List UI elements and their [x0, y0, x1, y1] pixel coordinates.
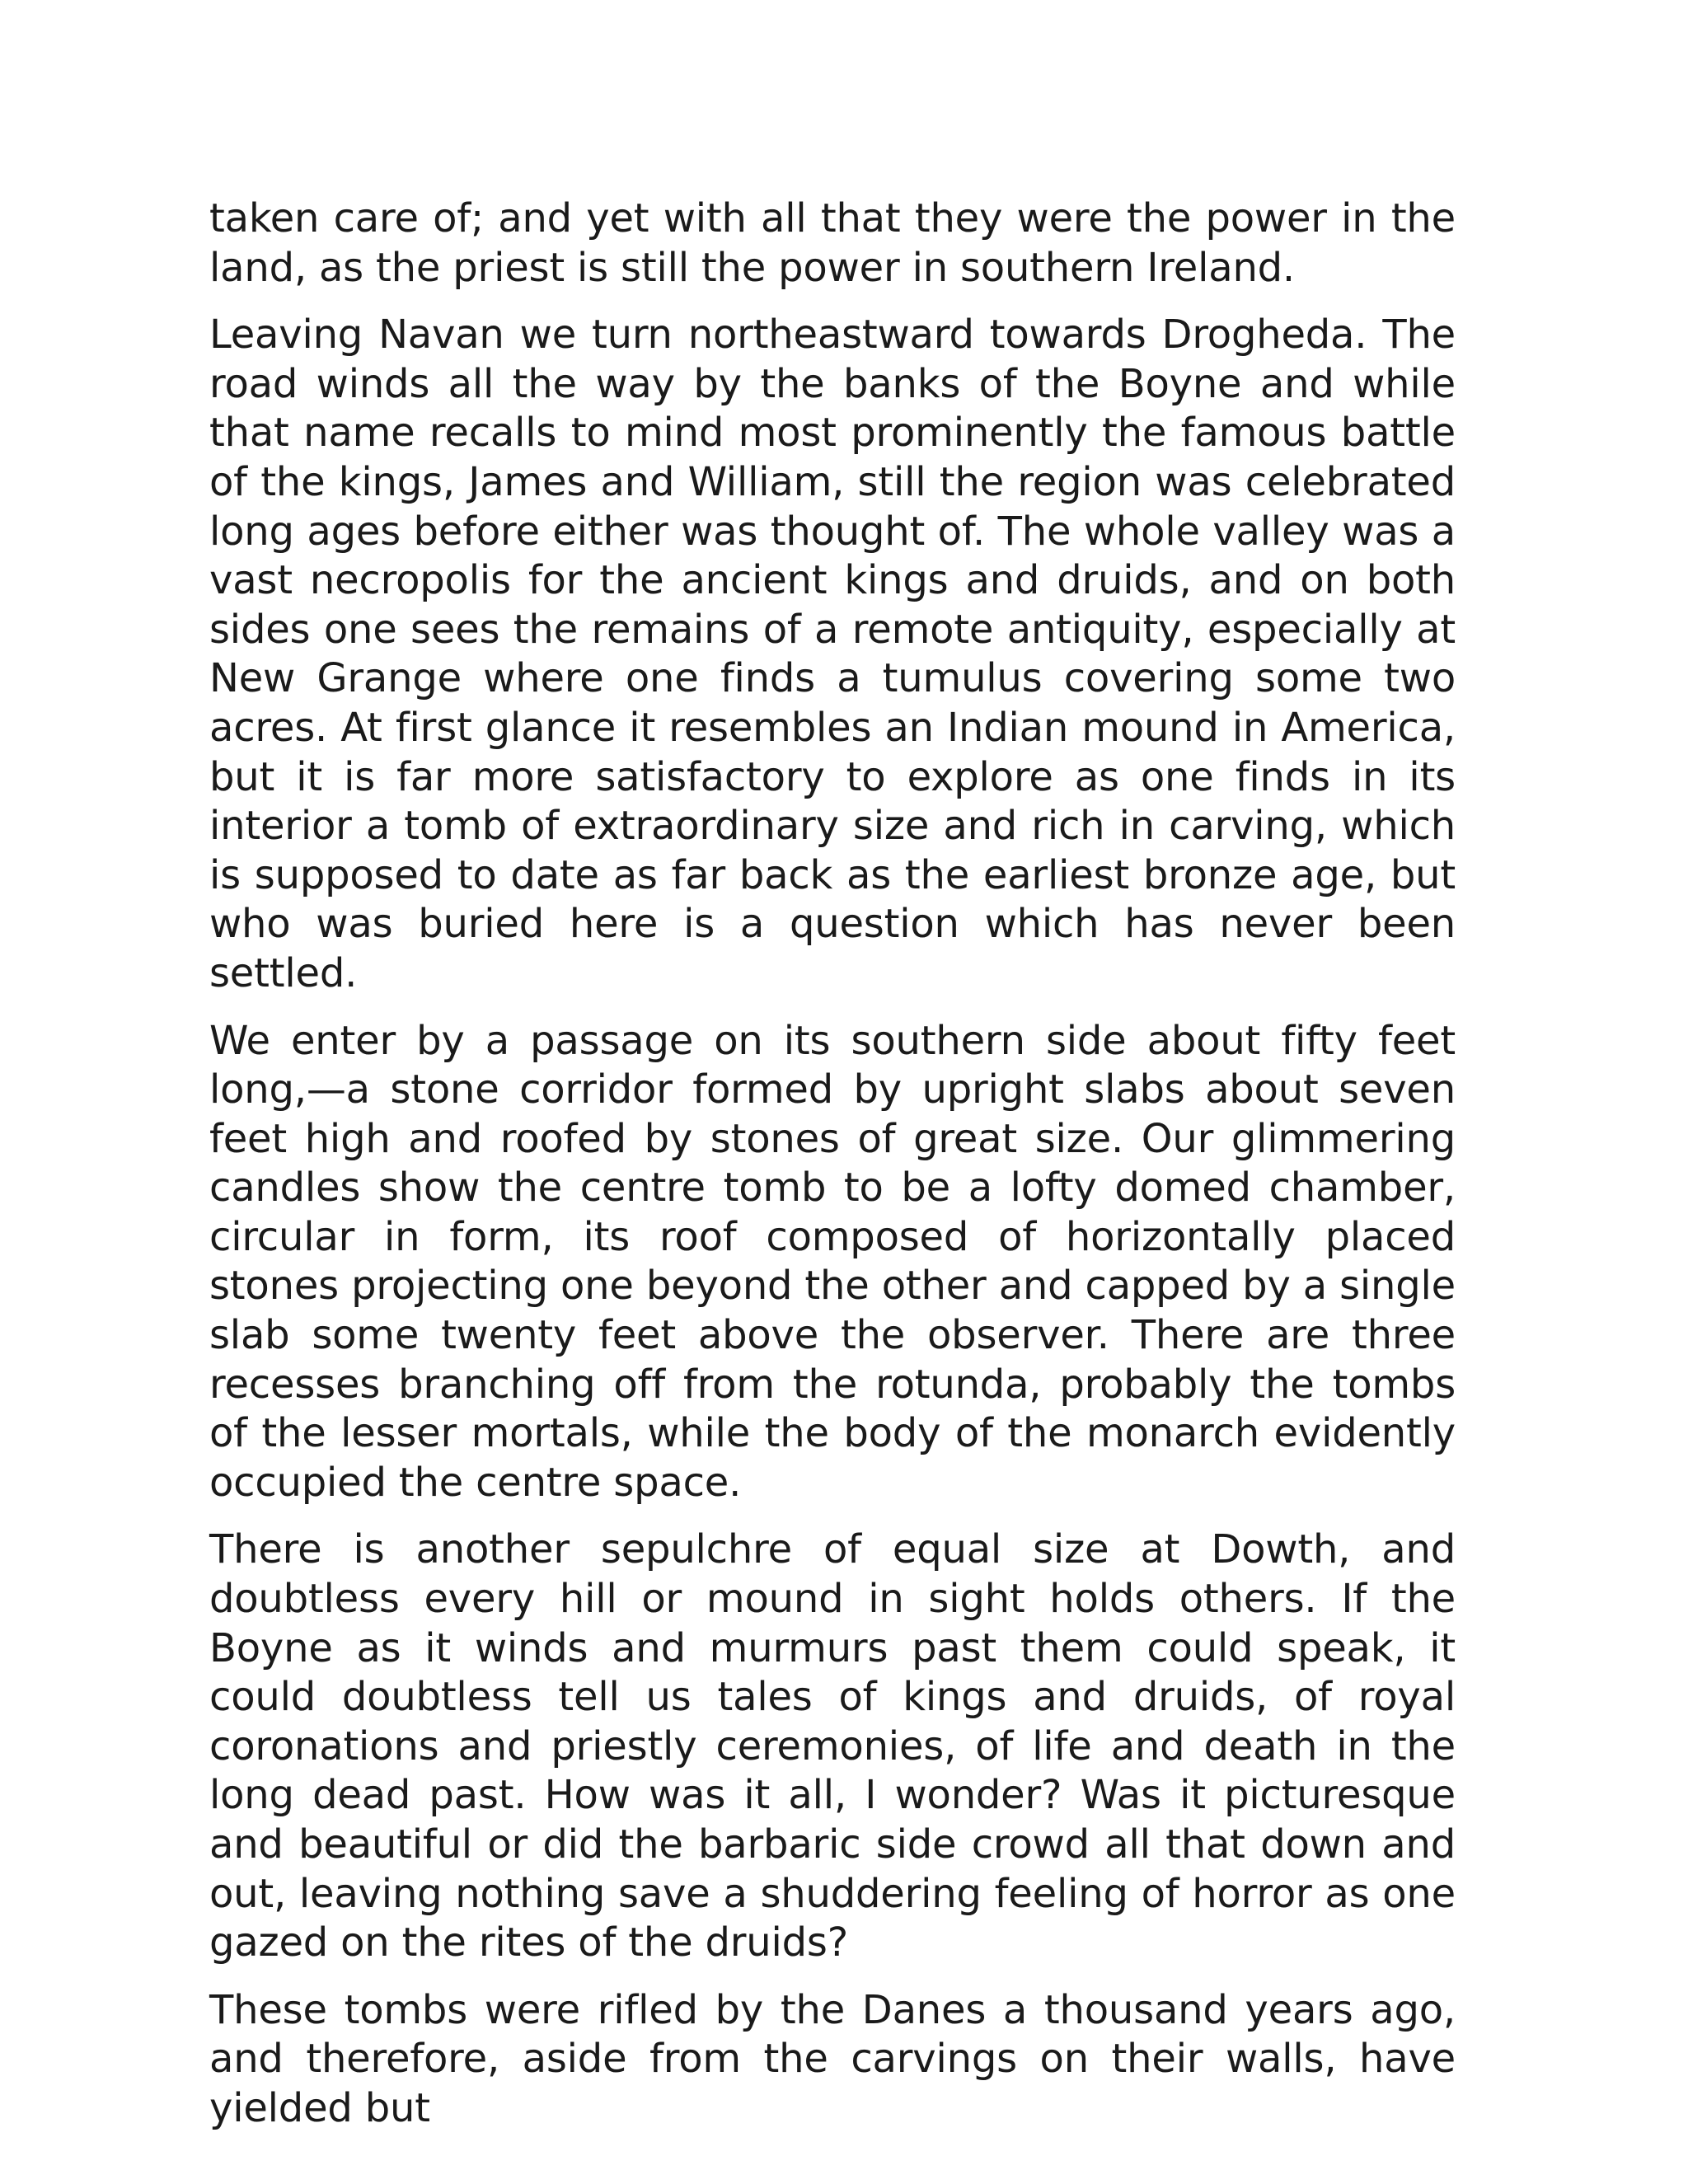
- paragraph-4: There is another sepulchre of equal size at Dowth, and doubtless every hill or mound in sight holds others. If the Boyne as it winds and murmurs past them could speak, it could doubtless tell us tales of kings and druids, of royal coronations and priestly ceremonies, of life and death in the long dead past. How was it all, I wonder? Was it picturesque and beautiful or did the barbaric side crowd all that down and out, leaving nothing save a shuddering feeling of horror as one gazed on the rites of the druids?: [209, 1526, 1456, 1966]
- paragraph-5: These tombs were rifled by the Danes a thousand years ago, and therefore, aside from the carvings on their walls, have yielded but: [209, 1986, 1456, 2131]
- paragraph-2: Leaving Navan we turn northeastward towards Drogheda. The road winds all the way by the banks of the Boyne and while that name recalls to mind most prominently the famous battle of the kings, James and William, still the region was celebrated long ages before either was thought of. The whole valley was a vast necropolis for the ancient kings and druids, and on both sides one sees the remains of a remote antiquity, especially at New Grange where one finds a tumulus covering some two acres. At first glance it resembles an Indian mound in America, but it is far more satisfactory to explore as one finds in its interior a tomb of extraordinary size and rich in carving, which is supposed to date as far back as the earliest bronze age, but who was buried here is a question which has never been settled.: [209, 312, 1456, 996]
- body-text: [209, 194, 1456, 2152]
- paragraph-1: taken care of; and yet with all that they were the power in the land, as the priest is still the power in southern Ireland.: [209, 195, 1456, 291]
- paragraph-3: We enter by a passage on its southern side about fifty feet long,—a stone corridor formed by upright slabs about seven feet high and roofed by stones of great size. Our glimmering candles show the centre tomb to be a lofty domed chamber, circular in form, its roof composed of horizontally placed stones projecting one beyond the other and capped by a single slab some twenty feet above the observer. There are three recesses branching off from the rotunda, probably the tombs of the lesser mortals, while the body of the monarch evidently occupied the centre space.: [209, 1017, 1456, 1506]
